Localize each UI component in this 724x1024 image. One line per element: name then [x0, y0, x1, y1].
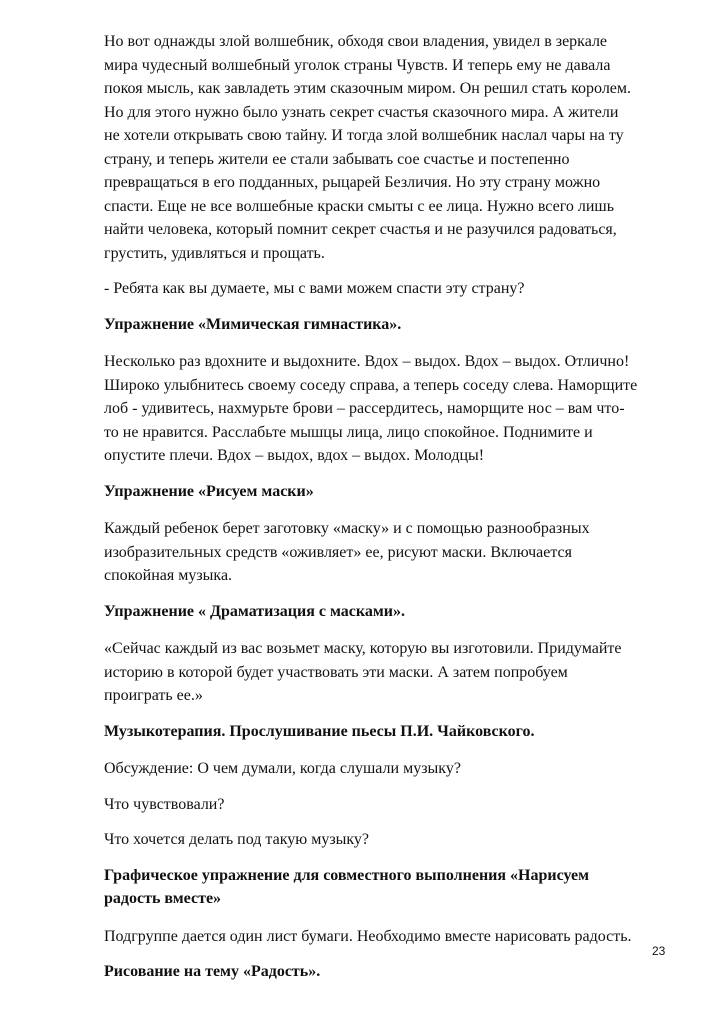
question-paragraph: - Ребята как вы думаете, мы с вами можем спасти эту страну? [104, 280, 525, 297]
page-content [104, 30, 684, 998]
drawing-heading: Рисование на тему «Радость». [104, 963, 321, 980]
graphic-exercise-heading: Графическое упражнение для совместного выполнения «Нарисуем радость вместе» [104, 866, 589, 907]
exercise-heading-masks: Упражнение «Рисуем маски» [104, 482, 314, 500]
discussion-question: Обсуждение: О чем думали, когда слушали музыку? [104, 760, 461, 777]
exercise-text-drama: «Сейчас каждый из вас возьмет маску, которую вы изготовили. Придумайте историю в которой будет участвовать эти маски. А затем попробуем проиграть ее.» [104, 640, 622, 704]
exercise-text-mimic: Несколько раз вдохните и выдохните. Вдох – выдох. Вдох – выдох. Отлично! Широко улыбнитесь своему соседу справа, а теперь соседу слева. Наморщите лоб - удивитесь, нахмурьте брови – рассердитесь, наморщите нос – вам что- то не нравится. Расслабьте мышцы лица, лицо спокойное. Поднимите и опустите плечи. Вдох – выдох, вдох – выдох. Молодцы! [104, 353, 638, 464]
music-therapy-heading: Музыкотерапия. Прослушивание пьесы П.И. Чайковского. [104, 722, 535, 740]
graphic-exercise-text: Подгруппе дается один лист бумаги. Необходимо вместе нарисовать радость. [104, 927, 632, 945]
desire-question: Что хочется делать под такую музыку? [104, 831, 370, 848]
feelings-question: Что чувствовали? [104, 795, 225, 813]
intro-paragraph: Но вот однажды злой волшебник, обходя свои владения, увидел в зеркале мира чудесный волшебный уголок страны Чувств. И теперь ему не давала покоя мысль, как завладеть этим сказочным миром. Он решил стать королем. Но для этого нужно было узнать секрет счастья сказочного мира. А жители не хотели открывать свою тайну. И тогда злой волшебник наслал чары на ту страну, и теперь жители ее стали забывать сое счастье и постепенно превращаться в его подданных, рыцарей Безличия. Но эту страну можно спасти. Еще не все волшебные краски смыты с ее лица. Нужно всего лишь найти человека, который помнит секрет счастья и не разучился радоваться, грустить, удивляться и прощать. [104, 33, 632, 262]
exercise-heading-mimic: Упражнение «Мимическая гимнастика». [104, 315, 402, 333]
page-number: 23 [652, 944, 666, 958]
exercise-text-masks: Каждый ребенок берет заготовку «маску» и с помощью разнообразных изобразительных средств «оживляет» ее, рисуют маски. Включается спокойная музыка. [104, 520, 590, 584]
exercise-heading-drama: Упражнение « Драматизация с масками». [104, 602, 405, 620]
